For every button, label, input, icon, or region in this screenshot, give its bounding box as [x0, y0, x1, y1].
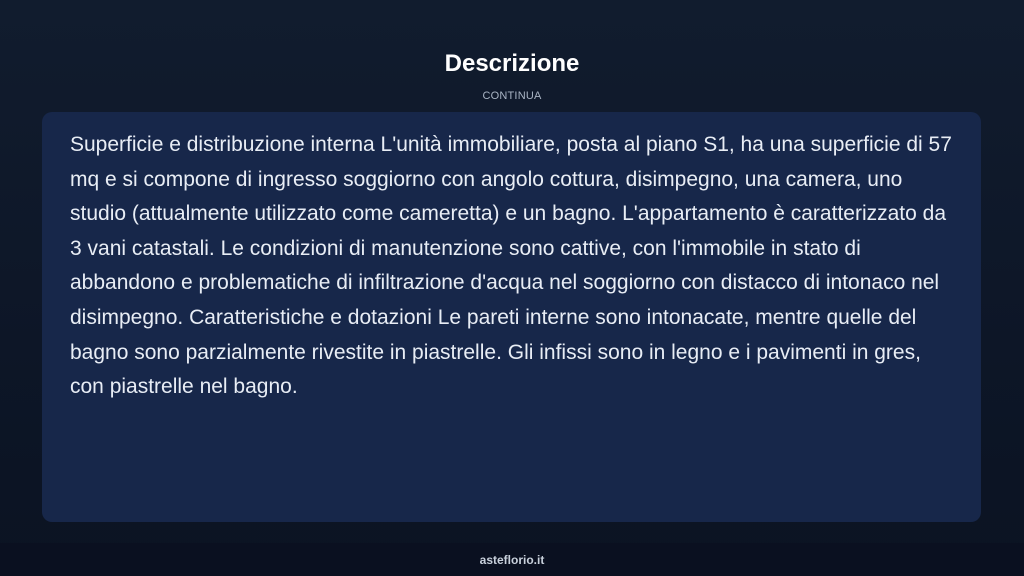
footer-bar	[0, 543, 1024, 576]
footer-site-label: asteflorio.it	[479, 553, 545, 567]
page-subtitle: CONTINUA	[482, 90, 542, 102]
description-text: Superficie e distribuzione interna L'unità immobiliare, posta al piano S1, ha una superficie di 57 mq e si compone di ingresso soggiorno con angolo cottura, disimpegno, una camera, uno studio (attualmente utilizzato come cameretta) e un bagno. L'appartamento è caratterizzato da 3 vani catastali. Le condizioni di manutenzione sono cattive, con l'immobile in stato di abbandono e problematiche di infiltrazione d'acqua nel soggiorno con distacco di intonaco nel disimpegno. Caratteristiche e dotazioni Le pareti interne sono intonacate, mentre quelle del bagno sono parzialmente rivestite in piastrelle. Gli infissi sono in legno e i pavimenti in gres, con piastrelle nel bagno.	[70, 133, 952, 399]
description-card	[42, 112, 981, 522]
page-title: Descrizione	[444, 50, 580, 77]
